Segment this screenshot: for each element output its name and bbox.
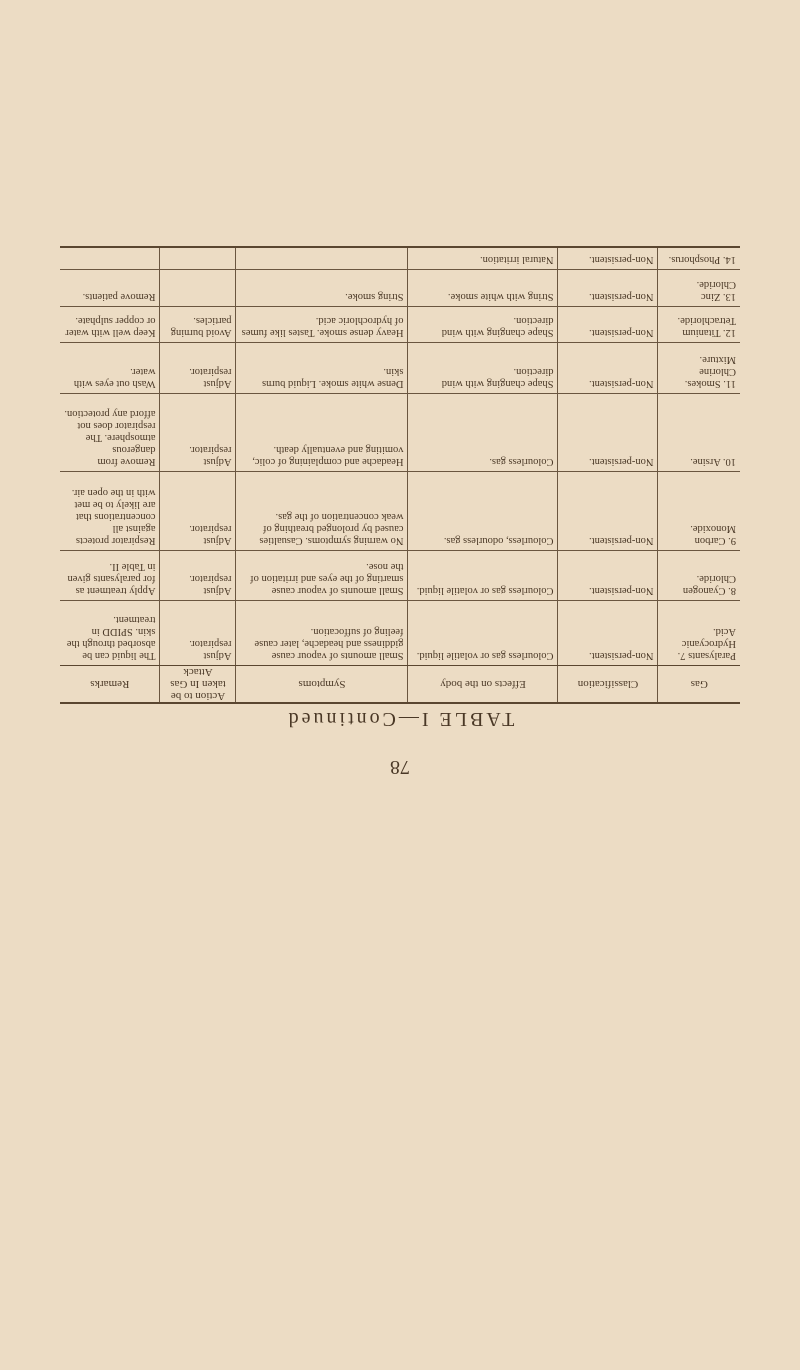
cell-action	[160, 247, 236, 270]
cell-effects: Shape changing with wind direction.	[408, 306, 558, 342]
cell-symptoms: Dense white smoke. Liquid burns skin.	[236, 343, 408, 393]
cell-symptoms	[236, 247, 408, 270]
header-symptoms: Symptoms	[236, 666, 408, 704]
cell-effects: Colourless gas or volatile liquid.	[408, 601, 558, 666]
cell-gas: 13. Zinc Chloride.	[658, 270, 740, 306]
cell-remarks: The liquid can be absorbed through the skin. SPIDD in treatment.	[60, 601, 160, 666]
cell-classification: Non-persistent.	[558, 306, 658, 342]
cell-remarks: Remove patients.	[60, 270, 160, 306]
page-number: 78	[390, 756, 410, 778]
cell-action: Adjust respirator.	[160, 343, 236, 393]
cell-effects: Colourless gas.	[408, 393, 558, 472]
cell-classification: Non-persistent.	[558, 550, 658, 600]
cell-effects: Shape changing with wind direction.	[408, 343, 558, 393]
cell-effects: String with white smoke.	[408, 270, 558, 306]
cell-gas: 14. Phosphorus.	[668, 254, 736, 266]
table-row	[60, 601, 740, 666]
table-row	[60, 472, 740, 551]
cell-classification: Non-persistent.	[558, 343, 658, 393]
cell-symptoms: Heavy dense smoke. Tastes like fumes of hydrochloric acid.	[236, 306, 408, 342]
cell-effects: Natural irritation.	[408, 247, 558, 270]
cell-action	[160, 270, 236, 306]
cell-remarks: Wash out eyes with water.	[60, 343, 160, 393]
cell-remarks	[60, 247, 160, 270]
cell-remarks: Apply treatment as for paralysants given in Table II.	[60, 550, 160, 600]
cell-remarks: Remove from dangerous atmosphere. The respirator does not afford any protection.	[60, 393, 160, 472]
table-row	[60, 343, 740, 393]
cell-symptoms: No warning symptoms. Casualties caused by prolonged breathing of weak concentration of the gas.	[236, 472, 408, 551]
header-classification: Classification	[558, 666, 658, 704]
cell-gas: 9. Carbon Monoxide.	[658, 472, 740, 551]
header-remarks: Remarks	[60, 666, 160, 704]
header-effects: Effects on the body	[408, 666, 558, 704]
cell-symptoms: Small amounts of vapour cause smarting of the eyes and irritation of the nose.	[236, 550, 408, 600]
cell-action: Avoid burning particles.	[160, 306, 236, 342]
cell-action: Adjust respirator.	[160, 472, 236, 551]
cell-classification: Non-persistent.	[558, 270, 658, 306]
table-header-row	[60, 666, 740, 704]
header-gas: Gas	[658, 666, 740, 704]
cell-classification: Non-persistent.	[558, 393, 658, 472]
cell-effects: Colourless, odourless gas.	[408, 472, 558, 551]
header-action: Action to be taken In Gas Attack	[160, 666, 236, 704]
cell-action: Adjust respirator.	[160, 393, 236, 472]
cell-symptoms: String smoke.	[236, 270, 408, 306]
cell-classification: Non-persistent.	[558, 247, 658, 270]
chemical-agents-table	[60, 246, 740, 704]
cell-remarks: Respirator protects against all concentrations that are likely to be met with in the open air.	[60, 472, 160, 551]
table-row	[60, 306, 740, 342]
cell-symptoms: Headache and complaining of colic, vomiting and eventually death.	[236, 393, 408, 472]
table-row	[60, 550, 740, 600]
table-row	[60, 270, 740, 306]
cell-gas: 10. Arsine.	[658, 393, 740, 472]
cell-gas: 8. Cyanogen Chloride.	[658, 550, 740, 600]
cell-gas: Paralysants 7. Hydrocyanic Acid.	[658, 601, 740, 666]
cell-gas: 12. Titanium Tetrachloride.	[658, 306, 740, 342]
table-title: TABLE I—Continued	[285, 708, 515, 730]
table-row	[60, 247, 740, 270]
cell-effects: Colourless gas or volatile liquid.	[408, 550, 558, 600]
table-row	[60, 393, 740, 472]
table-block	[60, 240, 740, 730]
cell-action: Adjust respirator.	[160, 550, 236, 600]
cell-gas: 11. Smokes. Chlorine Mixture.	[658, 343, 740, 393]
cell-classification: Non-persistent.	[558, 601, 658, 666]
cell-remarks: Keep well with water or copper sulphate.	[60, 306, 160, 342]
cell-action: Adjust respirator.	[160, 601, 236, 666]
cell-symptoms: Small amounts of vapour cause giddiness and headache, later cause feeling of suffocation.	[236, 601, 408, 666]
cell-classification: Non-persistent.	[558, 472, 658, 551]
